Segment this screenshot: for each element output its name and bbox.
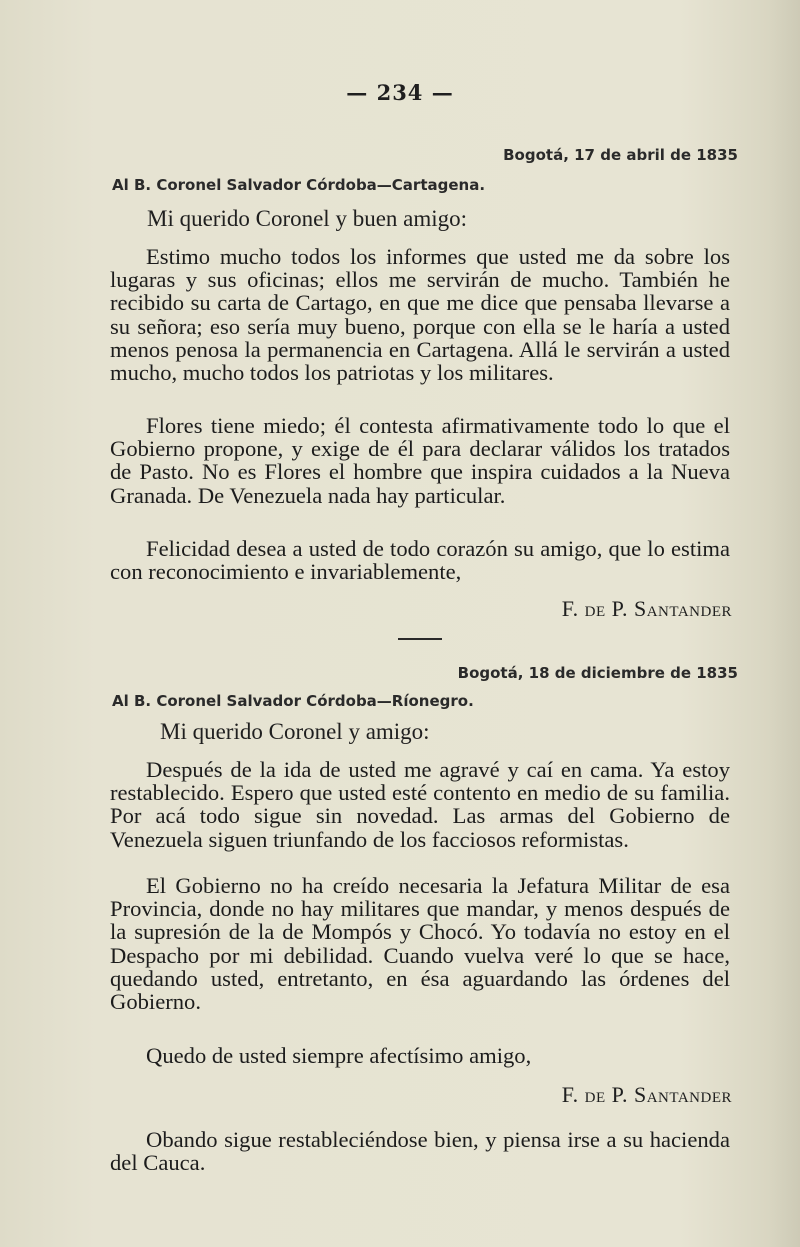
letter-1-dateline: Bogotá, 17 de abril de 1835: [503, 146, 738, 164]
letter-1-signature: F. de P. Santander: [561, 596, 732, 621]
letter-2-salutation: Mi querido Coronel y amigo:: [160, 719, 430, 744]
letter-2-addressee: Al B. Coronel Salvador Córdoba—Ríonegro.: [112, 692, 474, 710]
letter-2-signature: F. de P. Santander: [561, 1082, 732, 1107]
letter-2-paragraph-2: El Gobierno no ha creído necesaria la Jefatura Militar de esa Provincia, donde no hay militares que mandar, y menos después de la supresión de la de Mompós y Chocó. Yo todavía no estoy en el Despacho por mi debilidad. Cuando vuelva veré lo que se hace, quedando usted, entretanto, en ésa aguardando las órdenes del Gobierno.: [110, 873, 730, 1015]
letter-1-paragraph-2: Flores tiene miedo; él contesta afirmativamente todo lo que el Gobierno propone, y exige de él para declarar válidos los tratados de Pasto. No es Flores el hombre que inspira cuidados a la Nueva Granada. De Venezuela nada hay particular.: [110, 413, 730, 508]
letter-1-salutation: Mi querido Coronel y buen amigo:: [147, 206, 468, 231]
letter-2-dateline: Bogotá, 18 de diciembre de 1835: [457, 664, 738, 682]
letter-divider: [398, 638, 442, 640]
letter-1-addressee: Al B. Coronel Salvador Córdoba—Cartagena.: [112, 176, 486, 194]
letter-2-postscript: Obando sigue restableciéndose bien, y piensa irse a su hacienda del Cauca.: [110, 1127, 730, 1176]
letter-1-paragraph-3: Felicidad desea a usted de todo corazón su amigo, que lo estima con reconocimiento e invariablemente,: [110, 536, 730, 585]
letter-1-paragraph-1: Estimo mucho todos los informes que usted me da sobre los lugaras y sus oficinas; ellos me servirán de mucho. También he recibido su carta de Cartago, en que me dice que pensaba llevarse a su señora; eso sería muy bueno, porque con ella se le haría a usted menos penosa la permanencia en Cartagena. Allá le servirán a usted mucho, mucho todos los patriotas y los militares.: [110, 244, 730, 386]
letter-2-paragraph-3: Quedo de usted siempre afectísimo amigo,: [146, 1043, 532, 1068]
letter-2-paragraph-1: Después de la ida de usted me agravé y caí en cama. Ya estoy restablecido. Espero que usted esté contento en medio de su familia. Por acá todo sigue sin novedad. Las armas del Gobierno de Venezuela siguen triunfando de los facciosos reformistas.: [110, 757, 730, 852]
page-number: — 234 —: [346, 80, 454, 105]
